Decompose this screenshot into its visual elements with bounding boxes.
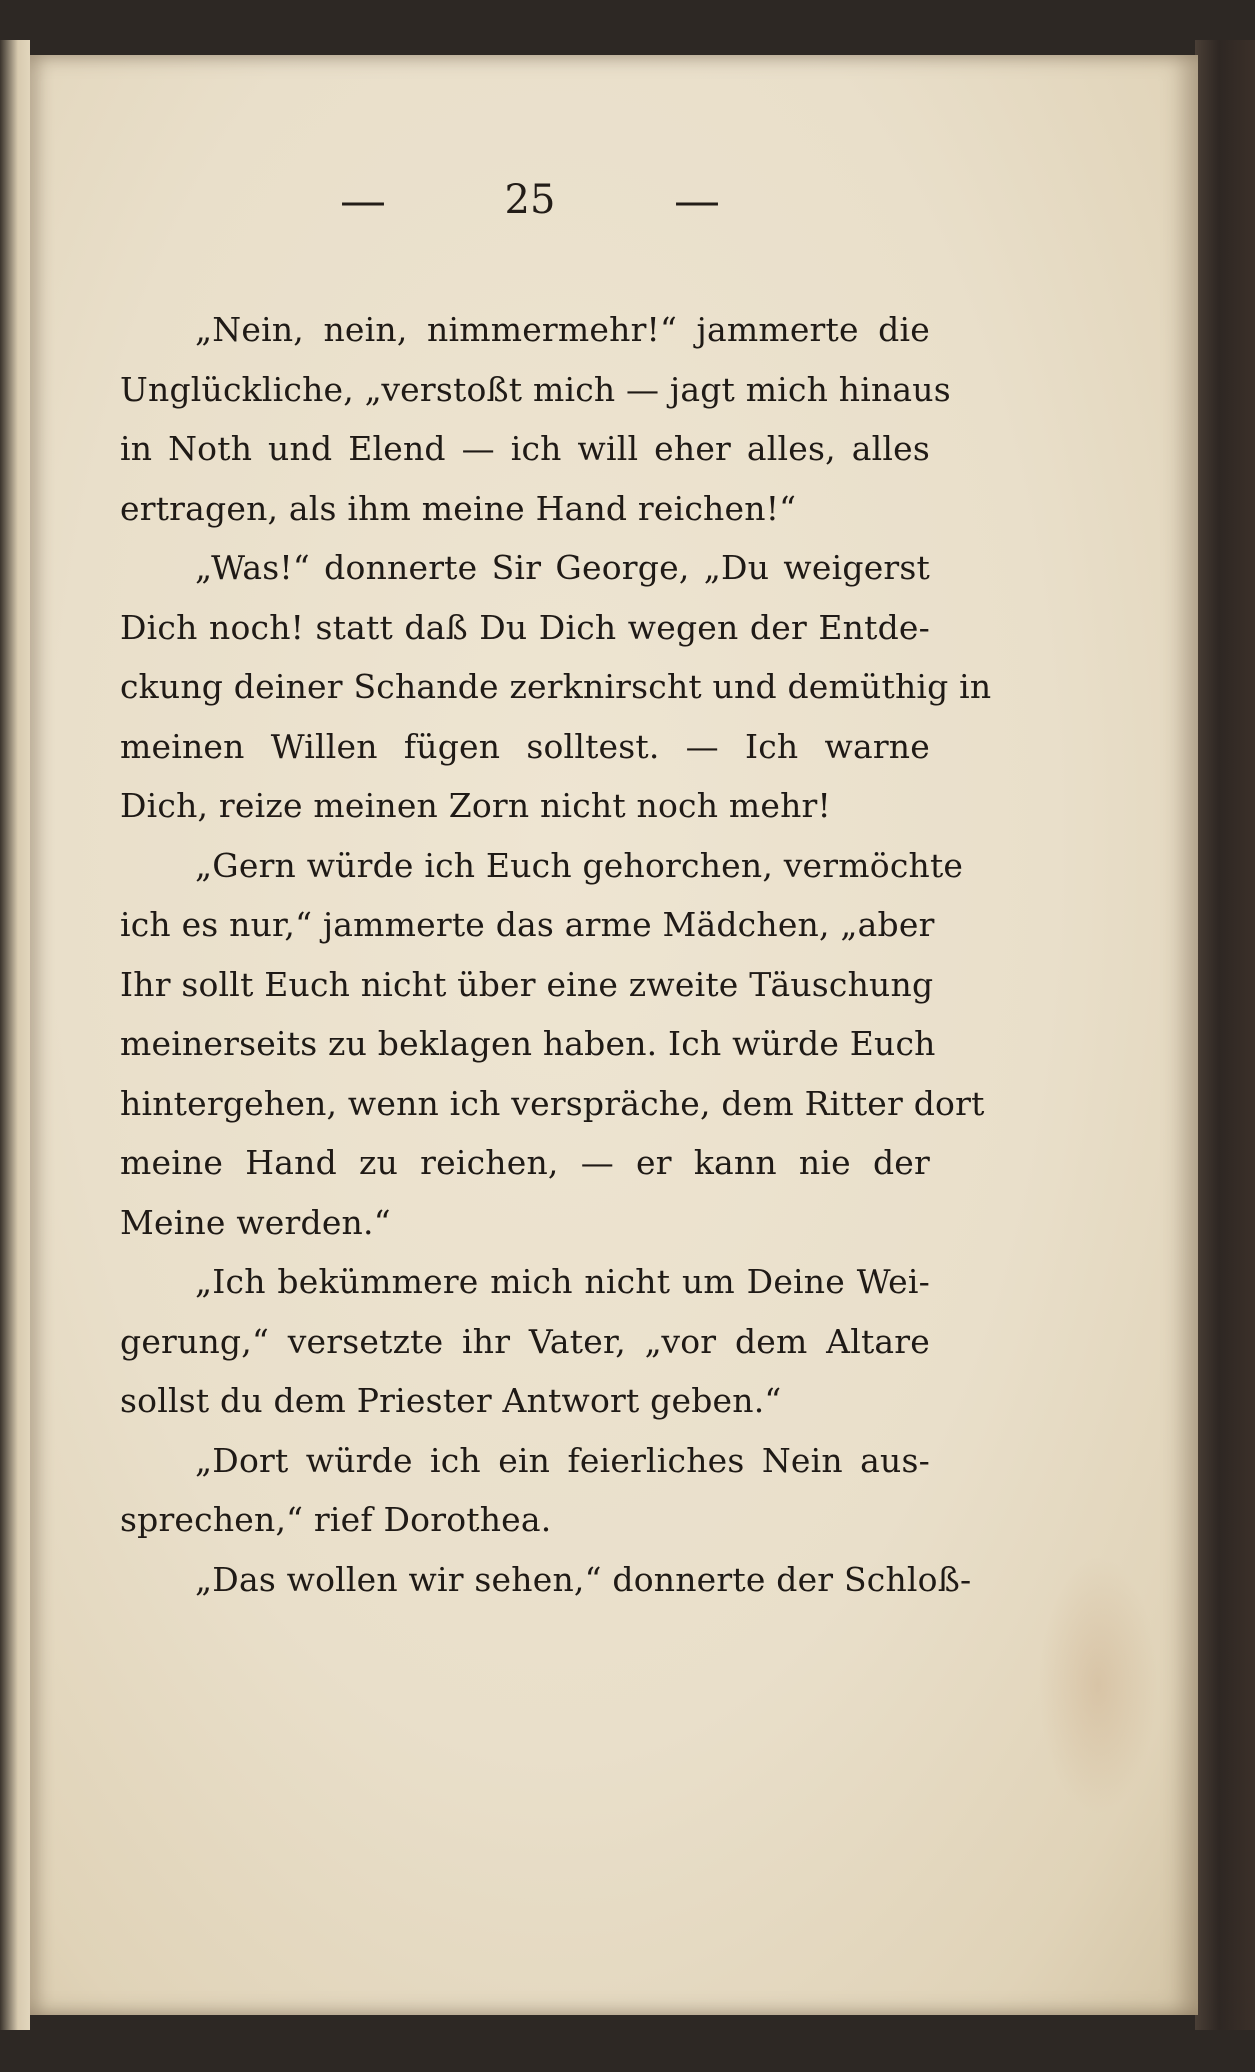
text-line: meinerseits zu beklagen haben. Ich würde Euch	[120, 1024, 936, 1063]
text-line: Dich, reize meinen Zorn nicht noch mehr!	[120, 786, 831, 825]
page-header	[340, 165, 720, 235]
paper-stain	[1038, 1555, 1158, 1815]
text-line: gerung,“ versetzte ihr Vater, „vor dem Altare	[120, 1321, 930, 1361]
header-dash-left: —	[340, 173, 386, 227]
text-line: hintergehen, wenn ich verspräche, dem Ritter dort	[120, 1083, 985, 1123]
body-text	[120, 300, 992, 1609]
text-line: Dich noch! statt daß Du Dich wegen der Entde-	[120, 607, 930, 647]
text-line: Meine werden.“	[120, 1202, 391, 1242]
text-line: ich es nur,“ jammerte das arme Mädchen, „aber	[120, 905, 935, 944]
page-number: 25	[504, 177, 556, 223]
text-line: sollst du dem Priester Antwort geben.“	[120, 1381, 782, 1420]
text-line: meine Hand zu reichen, — er kann nie der	[120, 1143, 930, 1182]
text-line: „Ich bekümmere mich nicht um Deine Wei-	[195, 1262, 930, 1301]
text-line: meinen Willen fügen solltest. — Ich warne	[120, 726, 930, 766]
text-line: Ihr sollt Euch nicht über eine zweite Täuschung	[120, 964, 934, 1004]
text-line: in Noth und Elend — ich will eher alles, alles	[120, 429, 930, 468]
text-line: „Das wollen wir sehen,“ donnerte der Schloß-	[195, 1559, 972, 1599]
text-line: ckung deiner Schande zerknirscht und demüthig in	[120, 667, 992, 706]
previous-page-edge	[0, 40, 30, 2030]
text-line: sprechen,“ rief Dorothea.	[120, 1500, 552, 1539]
text-line: Unglückliche, „verstoßt mich — jagt mich hinaus	[120, 369, 951, 409]
text-line: „Dort würde ich ein feierliches Nein aus-	[195, 1440, 930, 1480]
header-dash-right: —	[674, 173, 720, 227]
text-line: „Nein, nein, nimmermehr!“ jammerte die	[195, 310, 930, 349]
text-line: ertragen, als ihm meine Hand reichen!“	[120, 488, 797, 528]
book-cover-edge	[1195, 40, 1255, 2030]
text-line: „Was!“ donnerte Sir George, „Du weigerst	[195, 548, 930, 587]
text-line: „Gern würde ich Euch gehorchen, vermöchte	[195, 845, 964, 885]
